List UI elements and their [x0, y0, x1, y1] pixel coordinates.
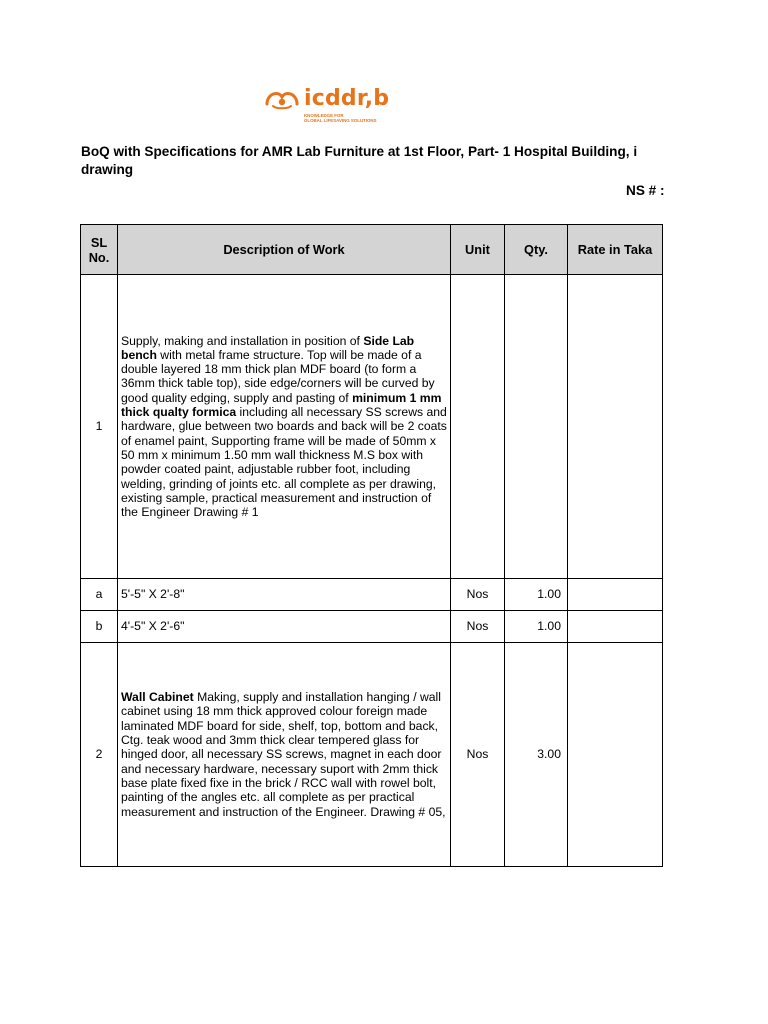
- cell-qty: 1.00: [505, 611, 568, 643]
- table-row: [81, 643, 663, 867]
- cell-qty: [505, 275, 568, 579]
- boq-table: [80, 224, 663, 867]
- col-header-description: Description of Work: [118, 225, 451, 275]
- cell-qty: 3.00: [505, 643, 568, 867]
- document-title: [81, 143, 768, 179]
- col-header-sl: SL No.: [81, 225, 118, 275]
- cell-sl: a: [81, 579, 118, 611]
- cell-rate: [568, 643, 663, 867]
- cell-rate: [568, 611, 663, 643]
- cell-rate: [568, 579, 663, 611]
- ns-reference: NS # :: [626, 183, 665, 198]
- cell-sl: 1: [81, 275, 118, 579]
- cell-unit: [451, 275, 505, 579]
- cell-unit: Nos: [451, 579, 505, 611]
- cell-description: Supply, making and installation in position of Side Lab bench with metal frame structure. Top will be made of a double layered 18 mm thick plan MDF board (to form a 36mm thick table top), side edge/corners will be curved by good quality edging, supply and pasting of minimum 1 mm thick qualty formica including all necessary SS screws and hardware, glue between two boards and back will be 2 coats of enamel paint, Supporting frame will be made of 50mm x 50 mm x minimum 1.50 mm wall thickness M.S box with powder coated paint, adjustable rubber foot, including welding, grinding of joints etc. all complete as per drawing, existing sample, practical measurement and instruction of the Engineer Drawing # 1: [118, 275, 451, 579]
- cell-sl: b: [81, 611, 118, 643]
- title-line-2: drawing: [81, 162, 134, 177]
- icddrb-logo: [264, 86, 404, 124]
- logo-wordmark: icddr,b: [304, 86, 390, 111]
- cell-rate: [568, 275, 663, 579]
- cell-qty: 1.00: [505, 579, 568, 611]
- logo-mark-icon: [264, 88, 300, 110]
- cell-description: 5'-5" X 2'-8": [118, 579, 451, 611]
- cell-sl: 2: [81, 643, 118, 867]
- cell-description: Wall Cabinet Making, supply and installation hanging / wall cabinet using 18 mm thick approved colour foreign made laminated MDF board for side, shelf, top, bottom and back, Ctg. teak wood and 3mm thick clear tempered glass for hinged door, all necessary SS screws, magnet in each door and necessary hardware, necessary suport with 2mm thick base plate fixed fixe in the brick / RCC wall with rowel bolt, painting of the angles etc. all complete as per practical measurement and instruction of the Engineer. Drawing # 05,: [118, 643, 451, 867]
- cell-description: 4'-5" X 2'-6": [118, 611, 451, 643]
- table-row: [81, 579, 663, 611]
- title-line-1: BoQ with Specifications for AMR Lab Furniture at 1st Floor, Part- 1 Hospital Building, i: [81, 144, 638, 159]
- table-row: [81, 275, 663, 579]
- cell-unit: Nos: [451, 611, 505, 643]
- col-header-qty: Qty.: [505, 225, 568, 275]
- col-header-rate: Rate in Taka: [568, 225, 663, 275]
- logo-tagline: KNOWLEDGE FOR GLOBAL LIFESAVING SOLUTIONS: [304, 113, 377, 123]
- table-row: [81, 611, 663, 643]
- cell-unit: Nos: [451, 643, 505, 867]
- col-header-unit: Unit: [451, 225, 505, 275]
- table-header-row: [81, 225, 663, 275]
